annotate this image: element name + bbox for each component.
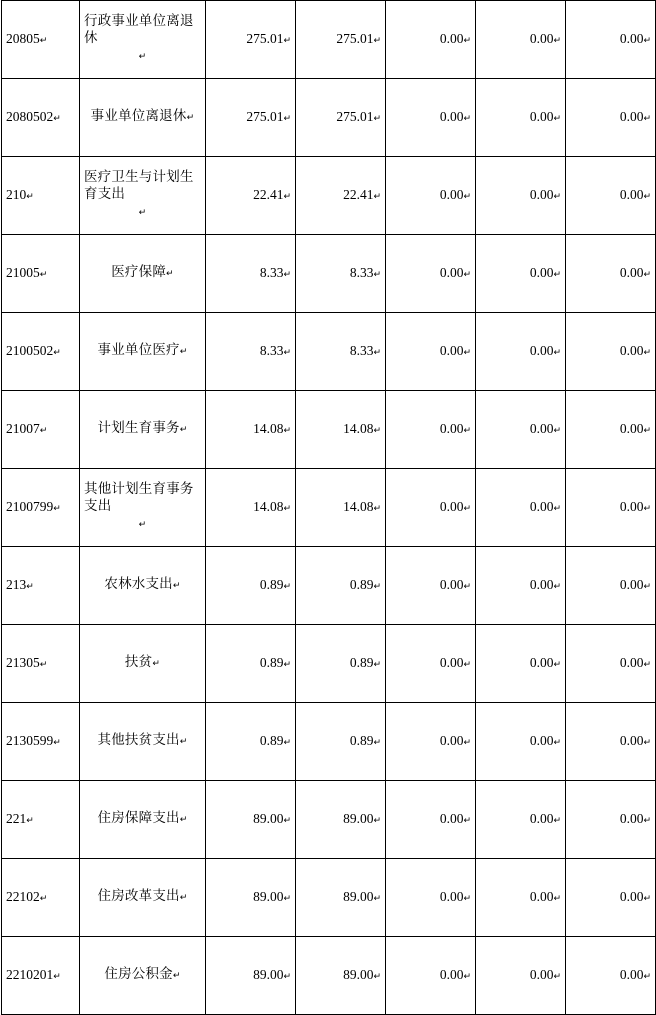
paragraph-mark-icon: ↵ <box>283 737 291 748</box>
paragraph-mark-icon: ↵ <box>283 35 291 46</box>
paragraph-mark-icon: ↵ <box>283 971 291 982</box>
paragraph-mark-icon: ↵ <box>643 425 651 436</box>
table-body <box>2 1 656 1015</box>
cell-value <box>386 313 476 391</box>
paragraph-mark-icon: ↵ <box>373 503 381 514</box>
paragraph-mark-icon: ↵ <box>553 581 561 592</box>
value-text: 0.00 <box>619 498 644 514</box>
paragraph-mark-icon: ↵ <box>179 893 188 903</box>
paragraph-mark-icon: ↵ <box>643 815 651 826</box>
value-text: 0.00 <box>529 108 554 124</box>
value-text: 0.00 <box>529 342 554 358</box>
table-row <box>2 625 656 703</box>
value-text: 0.00 <box>439 888 464 904</box>
paragraph-mark-icon: ↵ <box>553 971 561 982</box>
paragraph-mark-icon: ↵ <box>53 503 61 514</box>
name-text: 扶贫 <box>124 654 153 670</box>
cell-value <box>206 703 296 781</box>
paragraph-mark-icon: ↵ <box>643 347 651 358</box>
cell-code <box>2 859 80 937</box>
paragraph-mark-icon: ↵ <box>553 503 561 514</box>
paragraph-mark-icon: ↵ <box>373 191 381 202</box>
code-text: 20805 <box>6 30 40 46</box>
cell-value <box>296 313 386 391</box>
cell-value <box>206 937 296 1015</box>
paragraph-mark-icon: ↵ <box>53 347 61 358</box>
value-text: 0.00 <box>529 498 554 514</box>
value-text: 0.00 <box>529 732 554 748</box>
value-text: 8.33 <box>259 264 284 280</box>
cell-value <box>566 781 656 859</box>
value-text: 275.01 <box>246 30 284 46</box>
value-text: 0.00 <box>439 576 464 592</box>
cell-code <box>2 937 80 1015</box>
paragraph-mark-icon: ↵ <box>172 971 181 981</box>
value-text: 0.00 <box>529 966 554 982</box>
cell-name <box>80 157 206 235</box>
paragraph-mark-icon: ↵ <box>166 269 174 279</box>
value-text: 0.00 <box>439 30 464 46</box>
value-text: 0.89 <box>259 654 284 670</box>
value-text: 0.00 <box>439 732 464 748</box>
cell-value <box>476 157 566 235</box>
cell-value <box>476 703 566 781</box>
value-text: 0.00 <box>619 342 644 358</box>
cell-code <box>2 235 80 313</box>
cell-name <box>80 391 206 469</box>
value-text: 89.00 <box>253 810 284 826</box>
paragraph-mark-icon: ↵ <box>373 269 381 280</box>
paragraph-mark-icon: ↵ <box>138 52 147 62</box>
paragraph-mark-icon: ↵ <box>53 971 61 982</box>
cell-code <box>2 703 80 781</box>
value-text: 275.01 <box>336 30 374 46</box>
paragraph-mark-icon: ↵ <box>643 971 651 982</box>
paragraph-mark-icon: ↵ <box>643 581 651 592</box>
cell-code <box>2 391 80 469</box>
cell-name <box>80 79 206 157</box>
cell-name <box>80 1 206 79</box>
paragraph-mark-icon: ↵ <box>373 737 381 748</box>
cell-value <box>476 235 566 313</box>
value-text: 8.33 <box>349 264 374 280</box>
paragraph-mark-icon: ↵ <box>463 737 471 748</box>
value-text: 275.01 <box>336 108 374 124</box>
paragraph-mark-icon: ↵ <box>553 113 561 124</box>
value-text: 0.00 <box>529 888 554 904</box>
value-text: 275.01 <box>246 108 284 124</box>
value-text: 0.00 <box>529 576 554 592</box>
paragraph-mark-icon: ↵ <box>283 581 291 592</box>
cell-code <box>2 1 80 79</box>
paragraph-mark-icon: ↵ <box>463 425 471 436</box>
table-row <box>2 1 656 79</box>
paragraph-mark-icon: ↵ <box>373 35 381 46</box>
code-text: 2130599 <box>6 732 54 748</box>
paragraph-mark-icon: ↵ <box>186 113 195 123</box>
paragraph-mark-icon: ↵ <box>553 191 561 202</box>
value-text: 89.00 <box>343 888 374 904</box>
paragraph-mark-icon: ↵ <box>283 503 291 514</box>
cell-value <box>386 781 476 859</box>
cell-value <box>476 781 566 859</box>
value-text: 0.89 <box>259 732 284 748</box>
cell-value <box>296 469 386 547</box>
table-row <box>2 313 656 391</box>
paragraph-mark-icon: ↵ <box>138 520 147 530</box>
code-text: 210 <box>6 186 27 202</box>
paragraph-mark-icon: ↵ <box>39 893 48 904</box>
paragraph-mark-icon: ↵ <box>39 425 48 436</box>
cell-value <box>476 1 566 79</box>
value-text: 0.00 <box>619 576 644 592</box>
cell-name <box>80 859 206 937</box>
cell-code <box>2 781 80 859</box>
value-text: 0.00 <box>529 810 554 826</box>
name-text: 其他计划生育事务支出 <box>84 481 194 514</box>
cell-value <box>476 625 566 703</box>
paragraph-mark-icon: ↵ <box>53 113 61 124</box>
paragraph-mark-icon: ↵ <box>283 269 291 280</box>
paragraph-mark-icon: ↵ <box>373 425 381 436</box>
paragraph-mark-icon: ↵ <box>463 191 471 202</box>
cell-value <box>566 937 656 1015</box>
cell-value <box>206 469 296 547</box>
cell-value <box>296 703 386 781</box>
cell-value <box>386 625 476 703</box>
value-text: 0.00 <box>439 108 464 124</box>
name-text: 事业单位离退休 <box>90 108 187 124</box>
paragraph-mark-icon: ↵ <box>39 659 48 670</box>
code-text: 2100799 <box>6 498 54 514</box>
value-text: 0.00 <box>619 810 644 826</box>
cell-value <box>206 547 296 625</box>
paragraph-mark-icon: ↵ <box>643 191 651 202</box>
cell-value <box>566 391 656 469</box>
paragraph-mark-icon: ↵ <box>373 347 381 358</box>
value-text: 0.00 <box>619 654 644 670</box>
cell-code <box>2 625 80 703</box>
paragraph-mark-icon: ↵ <box>463 893 471 904</box>
paragraph-mark-icon: ↵ <box>179 737 188 747</box>
paragraph-mark-icon: ↵ <box>463 269 471 280</box>
value-text: 8.33 <box>349 342 374 358</box>
cell-value <box>296 1 386 79</box>
value-text: 0.00 <box>439 264 464 280</box>
paragraph-mark-icon: ↵ <box>553 815 561 826</box>
value-text: 0.00 <box>619 966 644 982</box>
paragraph-mark-icon: ↵ <box>463 815 471 826</box>
value-text: 0.00 <box>529 30 554 46</box>
cell-value <box>476 937 566 1015</box>
paragraph-mark-icon: ↵ <box>643 269 651 280</box>
paragraph-mark-icon: ↵ <box>26 815 34 826</box>
paragraph-mark-icon: ↵ <box>553 425 561 436</box>
code-text: 2100502 <box>6 342 54 358</box>
cell-name <box>80 703 206 781</box>
value-text: 0.00 <box>529 420 554 436</box>
value-text: 0.00 <box>619 264 644 280</box>
cell-value <box>296 937 386 1015</box>
code-text: 21305 <box>6 654 40 670</box>
value-text: 8.33 <box>259 342 284 358</box>
table-row <box>2 391 656 469</box>
cell-value <box>206 235 296 313</box>
cell-code <box>2 547 80 625</box>
paragraph-mark-icon: ↵ <box>39 35 48 46</box>
cell-value <box>386 79 476 157</box>
cell-name <box>80 235 206 313</box>
value-text: 0.00 <box>439 498 464 514</box>
paragraph-mark-icon: ↵ <box>463 659 471 670</box>
cell-value <box>386 547 476 625</box>
cell-value <box>296 157 386 235</box>
paragraph-mark-icon: ↵ <box>53 737 61 748</box>
cell-name <box>80 469 206 547</box>
name-text: 事业单位医疗 <box>97 342 180 358</box>
code-text: 22102 <box>6 888 40 904</box>
value-text: 0.00 <box>619 30 644 46</box>
paragraph-mark-icon: ↵ <box>373 113 381 124</box>
cell-name <box>80 781 206 859</box>
value-text: 0.00 <box>439 186 464 202</box>
value-text: 22.41 <box>343 186 374 202</box>
name-text: 农林水支出 <box>104 576 173 592</box>
paragraph-mark-icon: ↵ <box>283 425 291 436</box>
code-text: 2080502 <box>6 108 54 124</box>
cell-value <box>386 391 476 469</box>
value-text: 14.08 <box>343 420 374 436</box>
value-text: 0.00 <box>529 264 554 280</box>
code-text: 213 <box>6 576 27 592</box>
paragraph-mark-icon: ↵ <box>283 113 291 124</box>
paragraph-mark-icon: ↵ <box>373 581 381 592</box>
cell-value <box>206 781 296 859</box>
paragraph-mark-icon: ↵ <box>463 503 471 514</box>
cell-value <box>386 1 476 79</box>
cell-code <box>2 313 80 391</box>
name-text: 住房公积金 <box>104 966 173 982</box>
paragraph-mark-icon: ↵ <box>179 425 188 435</box>
name-text: 其他扶贫支出 <box>97 732 180 748</box>
value-text: 0.00 <box>439 810 464 826</box>
cell-name <box>80 937 206 1015</box>
paragraph-mark-icon: ↵ <box>643 35 651 46</box>
paragraph-mark-icon: ↵ <box>283 893 291 904</box>
cell-value <box>566 703 656 781</box>
cell-value <box>296 625 386 703</box>
table-row <box>2 859 656 937</box>
cell-name <box>80 313 206 391</box>
paragraph-mark-icon: ↵ <box>152 659 161 669</box>
cell-value <box>206 1 296 79</box>
value-text: 14.08 <box>253 420 284 436</box>
paragraph-mark-icon: ↵ <box>283 191 291 202</box>
cell-name <box>80 547 206 625</box>
paragraph-mark-icon: ↵ <box>553 269 561 280</box>
cell-value <box>566 469 656 547</box>
paragraph-mark-icon: ↵ <box>373 815 381 826</box>
cell-value <box>206 79 296 157</box>
cell-value <box>566 547 656 625</box>
value-text: 14.08 <box>343 498 374 514</box>
cell-value <box>386 859 476 937</box>
table-row <box>2 157 656 235</box>
paragraph-mark-icon: ↵ <box>373 971 381 982</box>
paragraph-mark-icon: ↵ <box>373 659 381 670</box>
cell-value <box>296 547 386 625</box>
name-text: 住房改革支出 <box>97 888 180 904</box>
paragraph-mark-icon: ↵ <box>463 113 471 124</box>
paragraph-mark-icon: ↵ <box>138 208 147 218</box>
value-text: 0.00 <box>439 342 464 358</box>
cell-value <box>476 469 566 547</box>
value-text: 0.00 <box>619 732 644 748</box>
cell-value <box>566 859 656 937</box>
value-text: 89.00 <box>343 966 374 982</box>
paragraph-mark-icon: ↵ <box>373 893 381 904</box>
value-text: 0.89 <box>349 732 374 748</box>
cell-value <box>386 235 476 313</box>
paragraph-mark-icon: ↵ <box>283 659 291 670</box>
value-text: 0.89 <box>349 576 374 592</box>
name-text: 住房保障支出 <box>97 810 180 826</box>
paragraph-mark-icon: ↵ <box>463 35 471 46</box>
value-text: 0.00 <box>529 654 554 670</box>
table-row <box>2 781 656 859</box>
value-text: 0.89 <box>349 654 374 670</box>
paragraph-mark-icon: ↵ <box>643 503 651 514</box>
cell-code <box>2 157 80 235</box>
paragraph-mark-icon: ↵ <box>643 113 651 124</box>
cell-value <box>476 313 566 391</box>
paragraph-mark-icon: ↵ <box>283 815 291 826</box>
cell-code <box>2 469 80 547</box>
value-text: 22.41 <box>253 186 284 202</box>
cell-value <box>206 157 296 235</box>
cell-value <box>566 1 656 79</box>
code-text: 21007 <box>6 420 40 436</box>
paragraph-mark-icon: ↵ <box>643 737 651 748</box>
cell-code <box>2 79 80 157</box>
cell-value <box>566 313 656 391</box>
value-text: 89.00 <box>343 810 374 826</box>
cell-value <box>476 391 566 469</box>
paragraph-mark-icon: ↵ <box>553 893 561 904</box>
cell-value <box>296 781 386 859</box>
cell-value <box>566 235 656 313</box>
value-text: 0.00 <box>529 186 554 202</box>
paragraph-mark-icon: ↵ <box>179 815 188 825</box>
value-text: 0.00 <box>439 420 464 436</box>
code-text: 221 <box>6 810 27 826</box>
cell-value <box>386 157 476 235</box>
cell-value <box>296 859 386 937</box>
paragraph-mark-icon: ↵ <box>643 659 651 670</box>
value-text: 0.00 <box>439 966 464 982</box>
paragraph-mark-icon: ↵ <box>553 35 561 46</box>
name-text: 医疗卫生与计划生育支出 <box>84 169 194 202</box>
cell-value <box>206 859 296 937</box>
cell-value <box>206 313 296 391</box>
table-row <box>2 79 656 157</box>
paragraph-mark-icon: ↵ <box>26 191 34 202</box>
cell-value <box>206 625 296 703</box>
paragraph-mark-icon: ↵ <box>172 581 181 591</box>
table-row <box>2 547 656 625</box>
paragraph-mark-icon: ↵ <box>553 347 561 358</box>
value-text: 14.08 <box>253 498 284 514</box>
cell-value <box>476 859 566 937</box>
cell-value <box>386 469 476 547</box>
name-text: 行政事业单位离退休 <box>84 13 194 46</box>
cell-value <box>566 625 656 703</box>
value-text: 0.00 <box>619 186 644 202</box>
value-text: 0.00 <box>439 654 464 670</box>
paragraph-mark-icon: ↵ <box>643 893 651 904</box>
value-text: 0.89 <box>259 576 284 592</box>
value-text: 0.00 <box>619 420 644 436</box>
code-text: 2210201 <box>6 966 54 982</box>
table-row <box>2 235 656 313</box>
cell-value <box>296 235 386 313</box>
paragraph-mark-icon: ↵ <box>463 581 471 592</box>
table-row <box>2 469 656 547</box>
budget-table <box>1 0 656 1015</box>
code-text: 21005 <box>6 264 40 280</box>
paragraph-mark-icon: ↵ <box>179 347 188 357</box>
cell-value <box>296 79 386 157</box>
paragraph-mark-icon: ↵ <box>283 347 291 358</box>
value-text: 0.00 <box>619 888 644 904</box>
value-text: 89.00 <box>253 966 284 982</box>
paragraph-mark-icon: ↵ <box>26 581 34 592</box>
cell-value <box>386 703 476 781</box>
cell-value <box>386 937 476 1015</box>
table-row <box>2 703 656 781</box>
cell-name <box>80 625 206 703</box>
cell-value <box>566 79 656 157</box>
value-text: 0.00 <box>619 108 644 124</box>
paragraph-mark-icon: ↵ <box>463 971 471 982</box>
cell-value <box>476 547 566 625</box>
table-row <box>2 937 656 1015</box>
name-text: 计划生育事务 <box>97 420 180 436</box>
cell-value <box>206 391 296 469</box>
value-text: 89.00 <box>253 888 284 904</box>
cell-value <box>566 157 656 235</box>
paragraph-mark-icon: ↵ <box>463 347 471 358</box>
cell-value <box>476 79 566 157</box>
paragraph-mark-icon: ↵ <box>39 269 48 280</box>
paragraph-mark-icon: ↵ <box>553 737 561 748</box>
cell-value <box>296 391 386 469</box>
paragraph-mark-icon: ↵ <box>553 659 561 670</box>
name-text: 医疗保障 <box>111 264 167 280</box>
